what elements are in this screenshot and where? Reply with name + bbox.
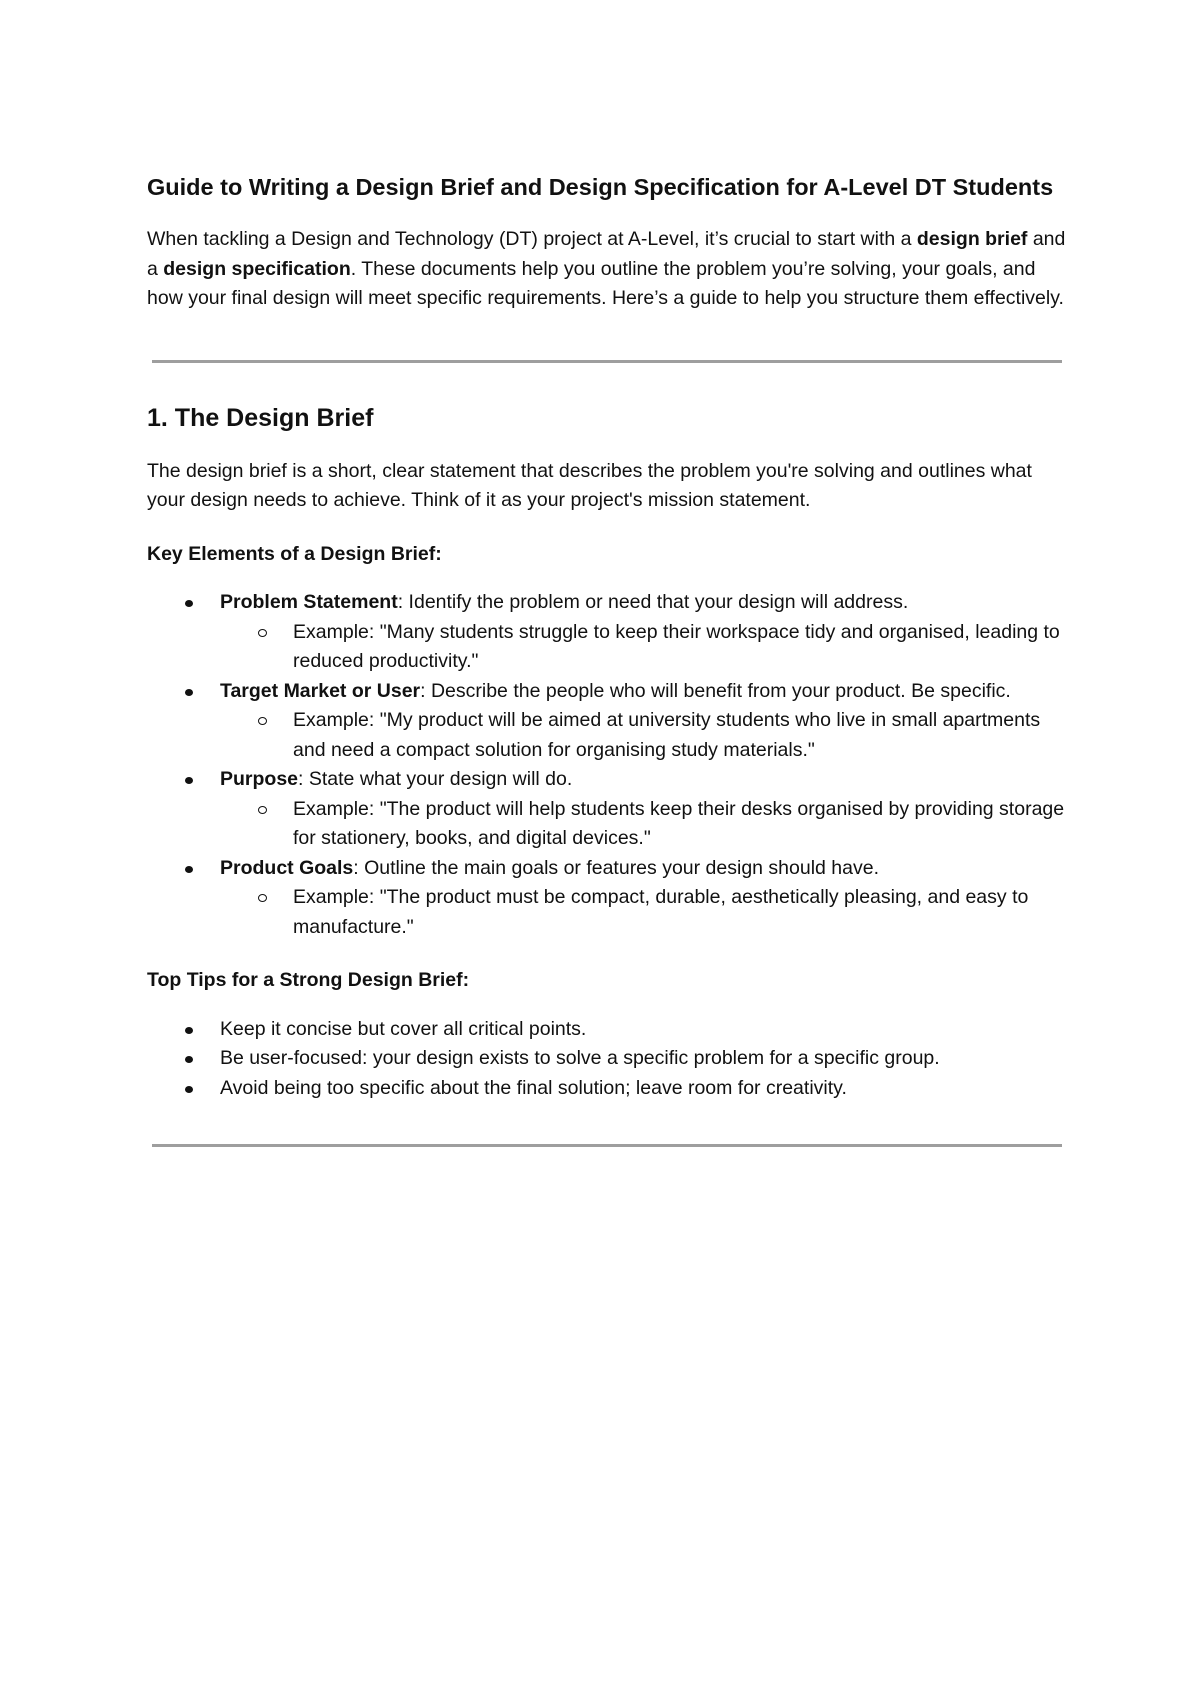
intro-paragraph [147, 225, 1067, 314]
example-list [220, 883, 1067, 942]
item-text: : Outline the main goals or features your design should have. [353, 856, 880, 879]
bullet-icon [185, 689, 193, 696]
bullet-icon [185, 866, 193, 873]
example-list [220, 618, 1067, 677]
intro-term-design-brief: design brief [916, 228, 1028, 250]
example-item [220, 618, 1067, 677]
tips-list [147, 1015, 1067, 1104]
top-tips-heading: Top Tips for a Strong Design Brief: [147, 969, 470, 991]
tip-item [147, 1015, 1067, 1045]
hollow-bullet-icon [258, 717, 267, 725]
list-item-product-goals [147, 854, 1067, 943]
intro-term-design-specification: design specification [163, 257, 351, 280]
design-brief-description: The design brief is a short, clear statement that describes the problem you're solving and outlines what your design needs to achieve. Think of it as your project's mission statement. [147, 459, 1032, 511]
item-label: Target Market or User [220, 679, 421, 702]
example-item [220, 795, 1067, 854]
bullet-icon [185, 777, 193, 784]
example-list [220, 795, 1067, 854]
hollow-bullet-icon [258, 894, 267, 902]
example-list [220, 706, 1067, 765]
list-item-purpose [147, 765, 1067, 854]
tip-item [147, 1074, 1067, 1104]
example-item [220, 706, 1067, 765]
example-text: Example: "My product will be aimed at university students who live in small apartments and need a compact solution for organising study materials." [293, 709, 1041, 761]
item-text: : State what your design will do. [298, 768, 573, 790]
bullet-icon [185, 1056, 193, 1063]
tip-text: Avoid being too specific about the final solution; leave room for creativity. [220, 1076, 847, 1099]
example-text: Example: "Many students struggle to keep their workspace tidy and organised, leading to reduced productivity." [293, 620, 1060, 672]
key-elements-list [147, 588, 1067, 942]
tip-text: Keep it concise but cover all critical points. [220, 1017, 587, 1040]
intro-text-3: . These documents help you outline the problem you’re solving, your goals, and how your final design will meet specific requirements. Here’s a guide to help you structure them effectively. [147, 257, 1064, 309]
item-label: Purpose [220, 768, 299, 790]
intro-text-1: When tackling a Design and Technology (DT) project at A-Level, it’s crucial to start with a [147, 228, 917, 250]
item-label: Problem Statement [220, 591, 398, 613]
key-elements-heading: Key Elements of a Design Brief: [147, 542, 442, 565]
tip-item [147, 1044, 1067, 1074]
section-heading-design-brief: 1. The Design Brief [147, 403, 374, 432]
document-title: Guide to Writing a Design Brief and Design Specification for A-Level DT Students [147, 174, 1054, 200]
bullet-icon [185, 600, 193, 607]
horizontal-divider [152, 360, 1062, 363]
example-item [220, 883, 1067, 942]
item-text: : Identify the problem or need that your design will address. [397, 591, 909, 613]
item-text: : Describe the people who will benefit from your product. Be specific. [420, 679, 1011, 702]
example-text: Example: "The product will help students keep their desks organised by providing storage for stationery, books, and digital devices." [293, 797, 1065, 849]
example-text: Example: "The product must be compact, durable, aesthetically pleasing, and easy to manufacture." [293, 886, 1029, 938]
hollow-bullet-icon [258, 629, 267, 637]
tip-text: Be user-focused: your design exists to solve a specific problem for a specific group. [220, 1047, 940, 1069]
hollow-bullet-icon [258, 806, 267, 814]
bullet-icon [185, 1086, 193, 1093]
intro-text-2: and a [147, 228, 1066, 280]
document-page [147, 170, 1067, 1147]
list-item-target-market [147, 677, 1067, 766]
item-label: Product Goals [220, 856, 354, 879]
bullet-icon [185, 1027, 193, 1034]
horizontal-divider [152, 1144, 1062, 1147]
list-item-problem-statement [147, 588, 1067, 677]
